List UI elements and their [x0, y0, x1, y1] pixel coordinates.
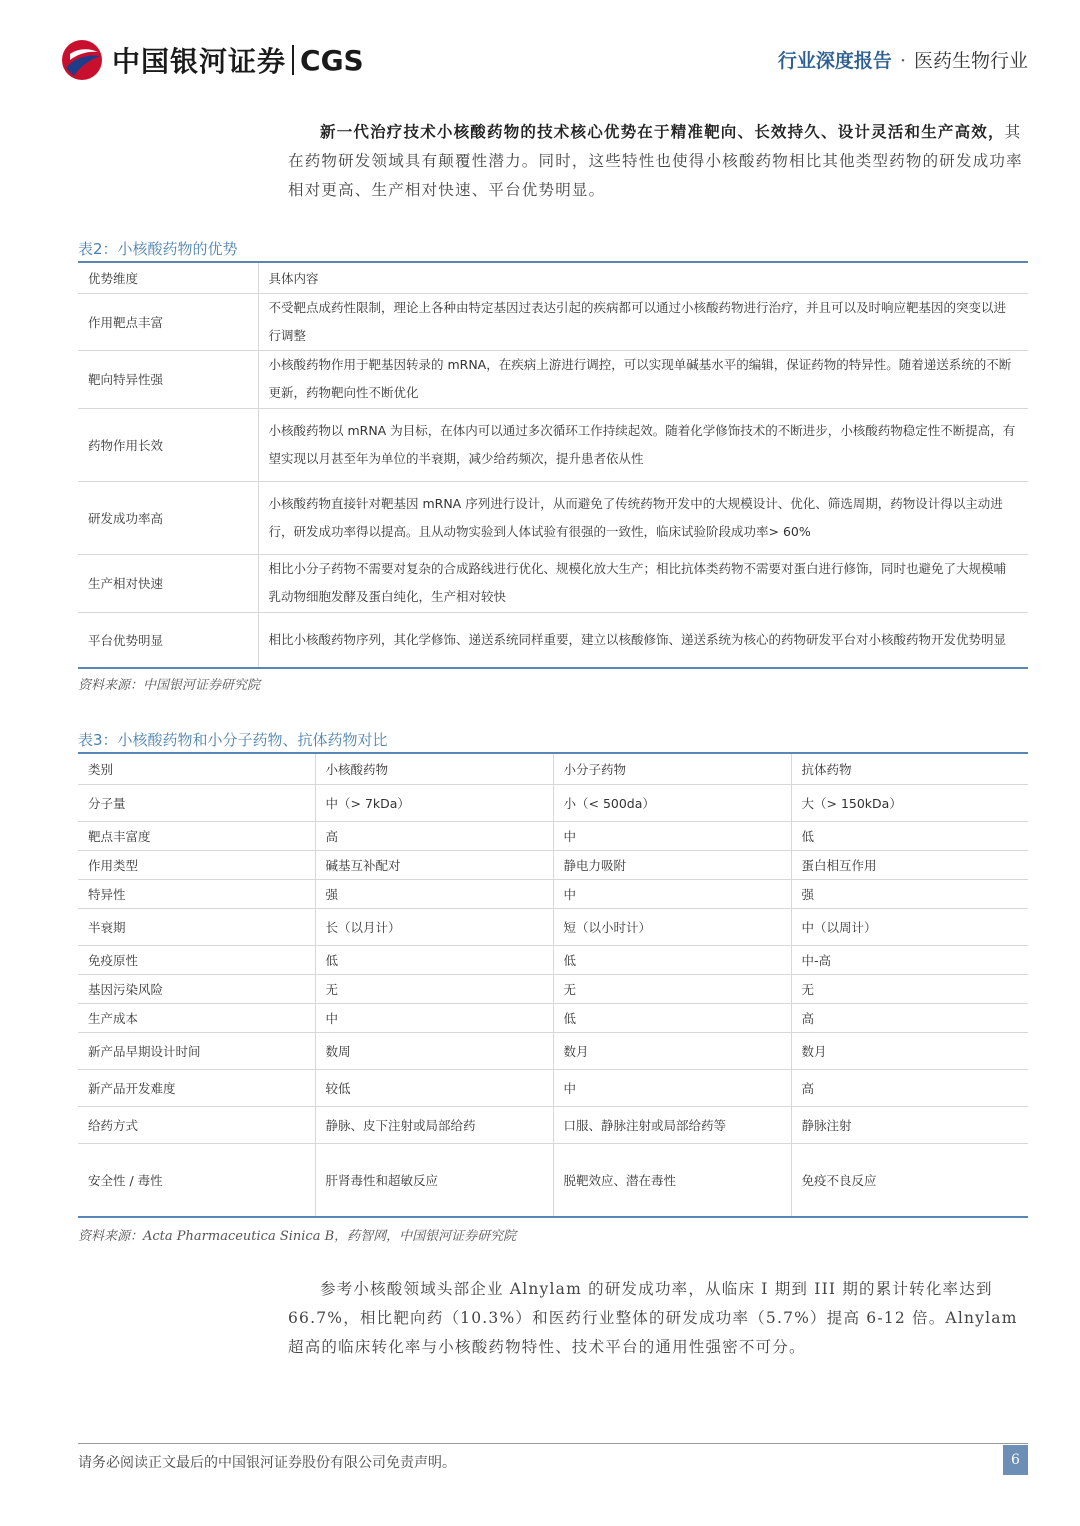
- table-cell: 安全性 / 毒性: [78, 1143, 315, 1217]
- table-cell: 高: [791, 1069, 1028, 1106]
- table3-comparison: [78, 752, 1028, 1218]
- closing-paragraph: [288, 1275, 1028, 1362]
- table-cell: 高: [791, 1003, 1028, 1032]
- cgs-logo-icon: [60, 38, 104, 82]
- table2-title: 表2：小核酸药物的优势: [78, 240, 238, 258]
- table-header-row: [78, 262, 1028, 293]
- row-label: 平台优势明显: [78, 612, 258, 668]
- table-row: [78, 1003, 1028, 1032]
- table-header-cell: 类别: [78, 753, 315, 784]
- table-row: [78, 481, 1028, 554]
- table-cell: 无: [791, 974, 1028, 1003]
- table-cell: 中: [553, 1069, 791, 1106]
- footer-divider: [78, 1443, 1028, 1444]
- row-label: 作用靶点丰富: [78, 293, 258, 350]
- table-cell: 新产品开发难度: [78, 1069, 315, 1106]
- table-cell: 中（以周计）: [791, 908, 1028, 945]
- page-header: [0, 0, 1080, 100]
- row-label: 研发成功率高: [78, 481, 258, 554]
- table-cell: 肝肾毒性和超敏反应: [315, 1143, 553, 1217]
- table-cell: 静脉、皮下注射或局部给药: [315, 1106, 553, 1143]
- table-cell: 短（以小时计）: [553, 908, 791, 945]
- row-content: 小核酸药物直接针对靶基因 mRNA 序列进行设计，从而避免了传统药物开发中的大规模设计、优化、筛选周期，药物设计得以主动进行，研发成功率得以提高。且从动物实验到人体试验有很强的一致性，临床试验阶段成功率> 60%: [258, 481, 1028, 554]
- table-cell: 强: [315, 879, 553, 908]
- table-cell: 长（以月计）: [315, 908, 553, 945]
- table-header-cell: 小分子药物: [553, 753, 791, 784]
- row-content: 相比小核酸药物序列，其化学修饰、递送系统同样重要，建立以核酸修饰、递送系统为核心的药物研发平台对小核酸药物开发优势明显: [258, 612, 1028, 668]
- table-cell: 中: [553, 879, 791, 908]
- table-cell: 静电力吸附: [553, 850, 791, 879]
- row-content: 相比小分子药物不需要对复杂的合成路线进行优化、规模化放大生产；相比抗体类药物不需要对蛋白进行修饰，同时也避免了大规模哺乳动物细胞发酵及蛋白纯化，生产相对较快: [258, 554, 1028, 612]
- table-cell: 低: [315, 945, 553, 974]
- table2-source: 资料来源：中国银河证券研究院: [78, 678, 261, 693]
- table-row: [78, 1143, 1028, 1217]
- table-row: [78, 821, 1028, 850]
- table-cell: 数周: [315, 1032, 553, 1069]
- table-cell: 免疫原性: [78, 945, 315, 974]
- table-cell: 低: [553, 1003, 791, 1032]
- table-cell: 中: [315, 1003, 553, 1032]
- table-cell: 大（> 150kDa）: [791, 784, 1028, 821]
- industry-name: 医药生物行业: [913, 50, 1028, 72]
- table-row: [78, 908, 1028, 945]
- logo: [60, 38, 364, 82]
- page-number: 6: [1003, 1445, 1028, 1475]
- table-cell: 特异性: [78, 879, 315, 908]
- table-cell: 数月: [791, 1032, 1028, 1069]
- table3-title: 表3：小核酸药物和小分子药物、抗体药物对比: [78, 731, 388, 749]
- closing-text: 参考小核酸领域头部企业 Alnylam 的研发成功率，从临床 I 期到 III 期的累计转化率达到 66.7%，相比靶向药（10.3%）和医药行业整体的研发成功率（5.7%）提高 6-12 倍。Alnylam 超高的临床转化率与小核酸药物特性、技术平台的通用性强密不可分。: [288, 1280, 1018, 1356]
- table-header-cell: 具体内容: [258, 262, 1028, 293]
- table-cell: 中-高: [791, 945, 1028, 974]
- table-cell: 半衰期: [78, 908, 315, 945]
- table-cell: 无: [553, 974, 791, 1003]
- table-cell: 静脉注射: [791, 1106, 1028, 1143]
- table-cell: 无: [315, 974, 553, 1003]
- intro-rest: 其在药物研发领域具有颠覆性潜力。同时，这些特性也使得小核酸药物相比其他类型药物的研发成功率相对更高、生产相对快速、平台优势明显。: [288, 123, 1023, 199]
- header-separator: ·: [899, 50, 906, 72]
- report-type: 行业深度报告: [777, 50, 892, 72]
- row-label: 靶向特异性强: [78, 350, 258, 408]
- table-cell: 口服、静脉注射或局部给药等: [553, 1106, 791, 1143]
- table-cell: 蛋白相互作用: [791, 850, 1028, 879]
- table-row: [78, 1106, 1028, 1143]
- logo-divider: [292, 45, 294, 75]
- table-cell: 基因污染风险: [78, 974, 315, 1003]
- table-cell: 高: [315, 821, 553, 850]
- table-row: [78, 850, 1028, 879]
- table-cell: 生产成本: [78, 1003, 315, 1032]
- table-row: [78, 554, 1028, 612]
- table-cell: 较低: [315, 1069, 553, 1106]
- table-row: [78, 612, 1028, 668]
- row-label: 药物作用长效: [78, 408, 258, 481]
- table-cell: 给药方式: [78, 1106, 315, 1143]
- table-cell: 靶点丰富度: [78, 821, 315, 850]
- table-cell: 作用类型: [78, 850, 315, 879]
- table2-advantages: [78, 261, 1028, 669]
- table-header-cell: 优势维度: [78, 262, 258, 293]
- table-cell: 数月: [553, 1032, 791, 1069]
- table-row: [78, 945, 1028, 974]
- table-cell: 碱基互补配对: [315, 850, 553, 879]
- table-cell: 中（> 7kDa）: [315, 784, 553, 821]
- table-header-cell: 小核酸药物: [315, 753, 553, 784]
- logo-en-text: CGS: [300, 43, 364, 77]
- table-row: [78, 784, 1028, 821]
- row-content: 小核酸药物作用于靶基因转录的 mRNA，在疾病上游进行调控，可以实现单碱基水平的编辑，保证药物的特异性。随着递送系统的不断更新，药物靶向性不断优化: [258, 350, 1028, 408]
- table-row: [78, 974, 1028, 1003]
- table-cell: 分子量: [78, 784, 315, 821]
- logo-cn-text: 中国银河证券: [112, 45, 287, 78]
- row-label: 生产相对快速: [78, 554, 258, 612]
- table-row: [78, 293, 1028, 350]
- row-content: 小核酸药物以 mRNA 为目标，在体内可以通过多次循环工作持续起效。随着化学修饰技术的不断进步，小核酸药物稳定性不断提高，有望实现以月甚至年为单位的半衰期，减少给药频次，提升患者依从性: [258, 408, 1028, 481]
- intro-paragraph: [288, 117, 1028, 205]
- table-cell: 强: [791, 879, 1028, 908]
- table-row: [78, 1069, 1028, 1106]
- row-content: 不受靶点成药性限制，理论上各种由特定基因过表达引起的疾病都可以通过小核酸药物进行治疗，并且可以及时响应靶基因的突变以进行调整: [258, 293, 1028, 350]
- table-cell: 免疫不良反应: [791, 1143, 1028, 1217]
- table-cell: 脱靶效应、潜在毒性: [553, 1143, 791, 1217]
- table-cell: 小（< 500da）: [553, 784, 791, 821]
- table-cell: 中: [553, 821, 791, 850]
- report-category: [778, 46, 1028, 73]
- table3-source: 资料来源：Acta Pharmaceutica Sinica B，药智网，中国银河证券研究院: [78, 1229, 517, 1244]
- table-cell: 低: [553, 945, 791, 974]
- table-header-row: [78, 753, 1028, 784]
- table-row: [78, 879, 1028, 908]
- table-cell: 新产品早期设计时间: [78, 1032, 315, 1069]
- table-header-cell: 抗体药物: [791, 753, 1028, 784]
- table-row: [78, 408, 1028, 481]
- table-row: [78, 1032, 1028, 1069]
- footer-disclaimer: 请务必阅读正文最后的中国银河证券股份有限公司免责声明。: [78, 1455, 456, 1471]
- table-row: [78, 350, 1028, 408]
- intro-lead: 新一代治疗技术小核酸药物的技术核心优势在于精准靶向、长效持久、设计灵活和生产高效，: [320, 122, 1005, 141]
- table-cell: 低: [791, 821, 1028, 850]
